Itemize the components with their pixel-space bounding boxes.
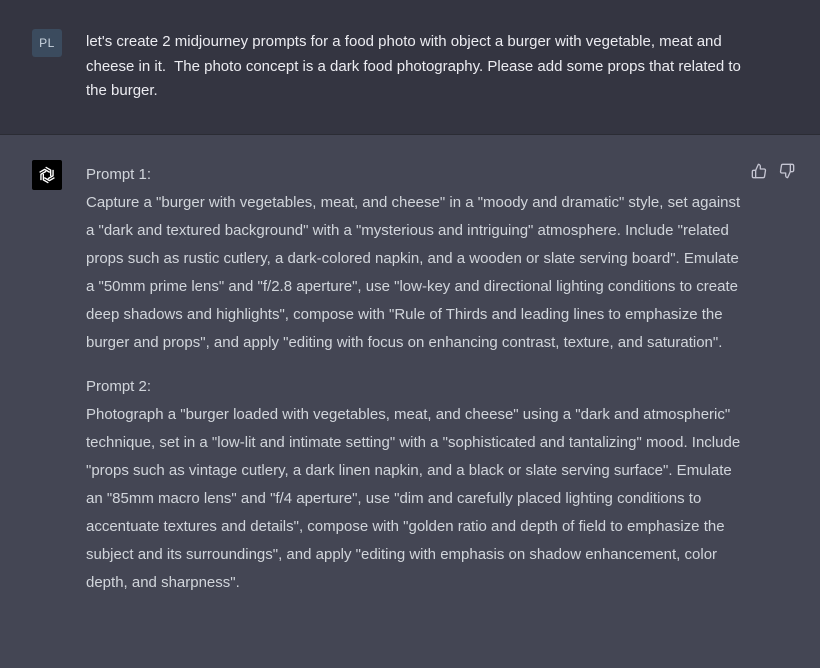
assistant-message-body <box>86 161 741 613</box>
prompt-1-heading: Prompt 1: <box>86 166 152 183</box>
thumbs-down-button[interactable] <box>778 162 796 180</box>
prompt-2-body: Photograph a "burger loaded with vegetables, meat, and cheese" using a "dark and atmospheric" technique, set in a "low-lit and intimate setting" with a "sophisticated and tantalizing" mood. Include "props such as vintage cutlery, a dark linen napkin, and a black or slate serving surface". Emulate an "85mm macro lens" and "f/4 aperture", use "dim and carefully placed lighting conditions to accentuate textures and details", compose with "golden ratio and depth of field to emphasize the subject and its surroundings", and apply "editing with emphasis on shadow enhancement, color depth, and sharpness". <box>86 406 741 591</box>
thumbs-up-icon <box>751 163 767 179</box>
prompt-2-heading: Prompt 2: <box>86 378 152 395</box>
assistant-avatar <box>32 160 62 190</box>
user-message-text: let's create 2 midjourney prompts for a food photo with object a burger with vegetable, meat and cheese in it. The photo concept is a dark food photography. Please add some props that related to the burger. <box>86 33 746 99</box>
user-message-row <box>0 0 820 135</box>
thumbs-up-button[interactable] <box>750 162 768 180</box>
thumbs-down-icon <box>779 163 795 179</box>
prompt-1-body: Capture a "burger with vegetables, meat, and cheese" in a "moody and dramatic" style, set against a "dark and textured background" with a "mysterious and intriguing" atmosphere. Include "related props such as rustic cutlery, a dark-colored napkin, and a wooden or slate serving board". Emulate a "50mm prime lens" and "f/2.8 aperture", use "low-key and directional lighting conditions to create deep shadows and highlights", compose with "Rule of Thirds and leading lines to emphasize the burger and props", and apply "editing with focus on enhancing contrast, texture, and saturation". <box>86 194 741 351</box>
feedback-buttons <box>750 162 796 180</box>
openai-logo-icon <box>36 164 58 186</box>
user-avatar: PL <box>32 29 62 57</box>
assistant-message-row <box>0 135 820 668</box>
prompt-2 <box>86 373 741 597</box>
prompt-1 <box>86 161 741 357</box>
